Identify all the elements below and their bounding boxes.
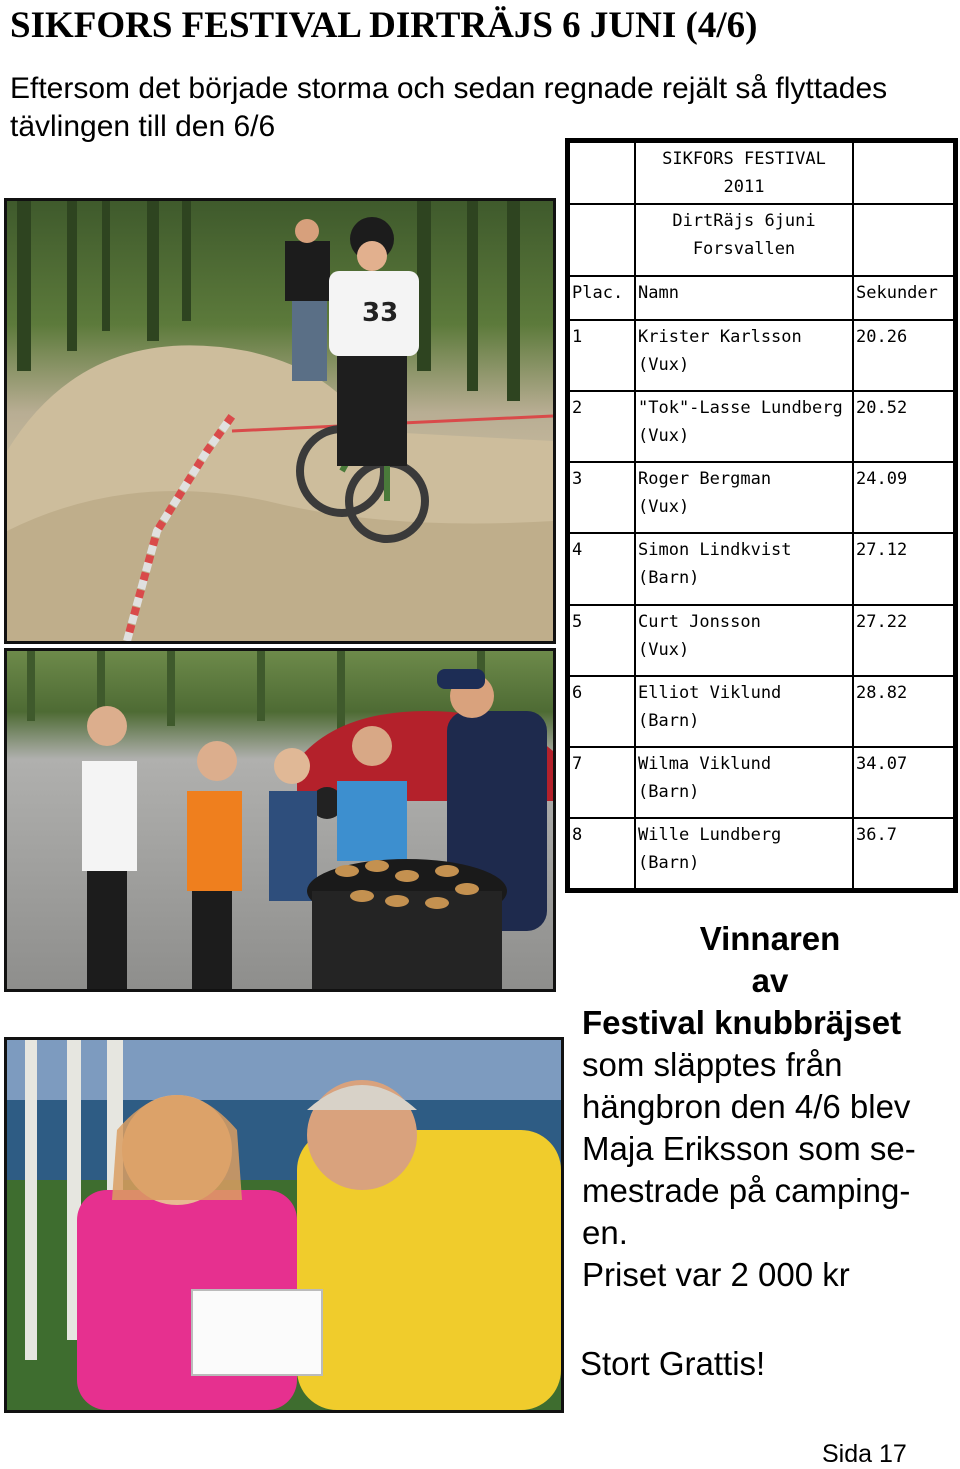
table-row [569,320,954,391]
row-place: 2 [569,391,635,462]
row-seconds: 20.52 [853,391,954,462]
row-seconds: 24.09 [853,462,954,533]
photo-grill-kids-illustration [7,651,553,989]
photo-grill-kids [4,648,556,992]
photo-bmx-rider [4,198,556,644]
winner-body-line: en. [582,1214,628,1251]
row-name: Krister Karlsson (Vux) [635,320,853,391]
row-name: Wilma Viklund (Barn) [635,747,853,818]
winner-body-line: Priset var 2 000 kr [582,1256,850,1293]
results-title: SIKFORS FESTIVAL 2011 [635,142,853,204]
intro-line: Eftersom det började storma och sedan regnade rejält så flyttades [10,72,888,105]
row-place: 8 [569,818,635,889]
photo-prize-handover [4,1037,564,1413]
results-event-line: Forsvallen [692,239,796,259]
winner-heading: Vinnaren [699,920,841,957]
results-event-line: DirtRäjs 6juni [672,211,816,231]
table-row [569,818,954,889]
row-name: Elliot Viklund (Barn) [635,676,853,747]
results-table [565,138,958,893]
header-place: Plac. [569,276,635,320]
row-place: 3 [569,462,635,533]
row-name: Wille Lundberg (Barn) [635,818,853,889]
row-name: Simon Lindkvist (Barn) [635,533,853,604]
table-row [569,533,954,604]
table-row [569,605,954,676]
winner-body-line: mestrade på camping- [582,1172,911,1209]
row-seconds: 20.26 [853,320,954,391]
row-seconds: 27.22 [853,605,954,676]
table-row [569,391,954,462]
congratulations-text: Stort Grattis! [580,1345,766,1382]
page-number: Sida 17 [822,1440,907,1468]
row-place: 5 [569,605,635,676]
intro-text [10,70,888,146]
table-row [569,676,954,747]
row-seconds: 36.7 [853,818,954,889]
photo-prize-handover-illustration [7,1040,561,1410]
results-empty-cell [853,204,954,276]
photo-bmx-rider-illustration [7,201,553,641]
page-title: SIKFORS FESTIVAL DIRTRÄJS 6 JUNI (4/6) [10,5,758,46]
row-seconds: 28.82 [853,676,954,747]
results-corner-cell [853,142,954,204]
table-row [569,747,954,818]
header-name: Namn [635,276,853,320]
winner-text [582,918,958,1296]
winner-heading: Festival knubbräjset [582,1004,902,1041]
row-seconds: 27.12 [853,533,954,604]
winner-body-line: som släpptes från [582,1046,843,1083]
row-place: 1 [569,320,635,391]
header-seconds: Sekunder [853,276,954,320]
winner-heading: av [751,962,789,999]
bib-number: 33 [362,298,399,328]
row-name: Roger Bergman (Vux) [635,462,853,533]
row-name: Curt Jonsson (Vux) [635,605,853,676]
results-empty-cell [569,204,635,276]
row-seconds: 34.07 [853,747,954,818]
results-corner-cell [569,142,635,204]
row-place: 4 [569,533,635,604]
row-place: 6 [569,676,635,747]
intro-line: tävlingen till den 6/6 [10,110,276,143]
row-place: 7 [569,747,635,818]
results-event [635,204,853,276]
winner-body-line: hängbron den 4/6 blev [582,1088,911,1125]
table-row [569,462,954,533]
winner-body-line: Maja Eriksson som se- [582,1130,916,1167]
row-name: "Tok"-Lasse Lundberg (Vux) [635,391,853,462]
